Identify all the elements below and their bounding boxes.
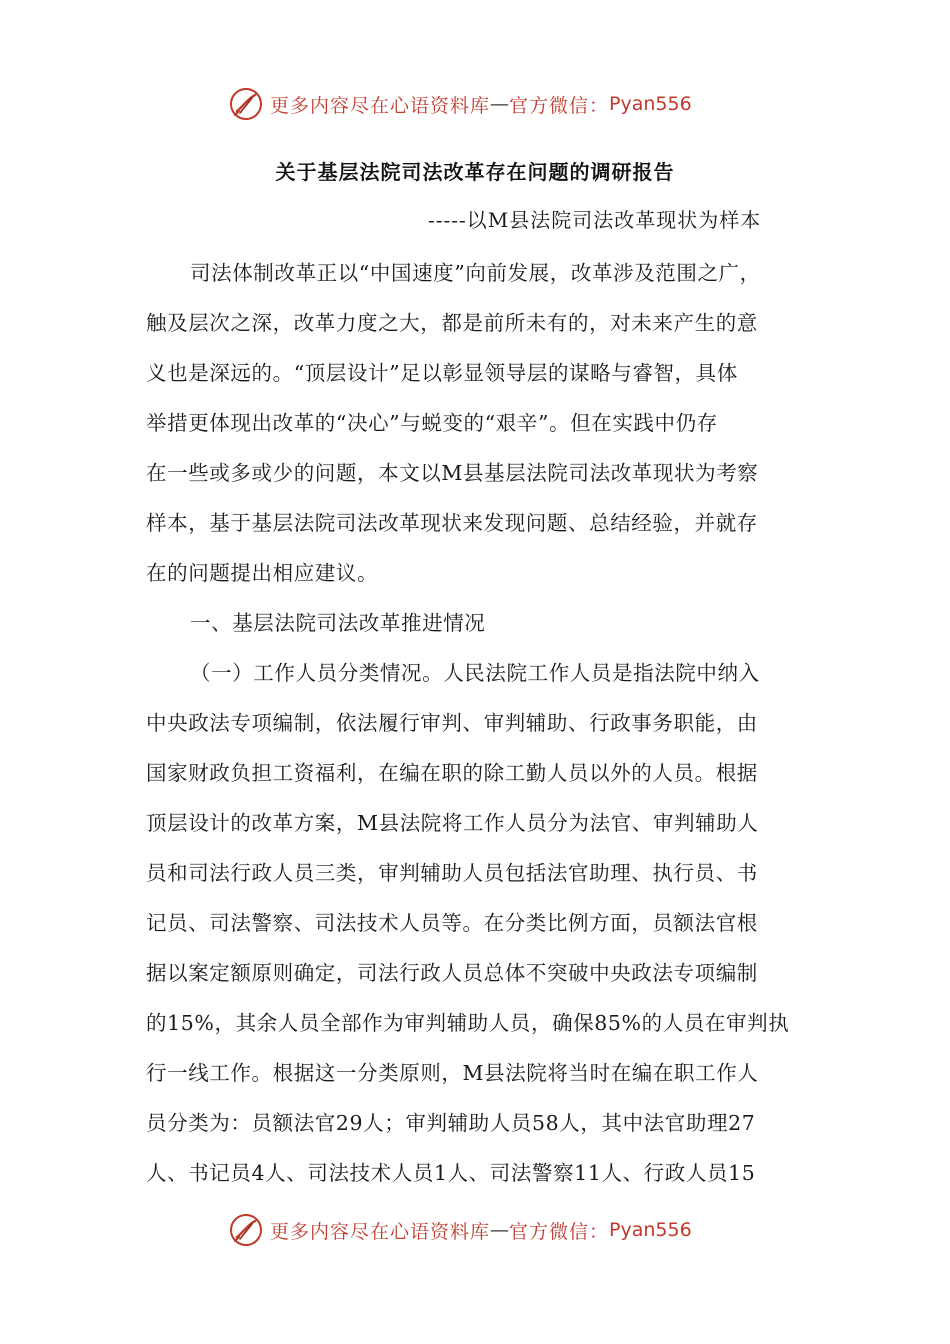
body-line: 员和司法行政人员三类，审判辅助人员包括法官助理、执行员、书 <box>146 861 758 885</box>
body-line: 在一些或多或少的问题，本文以M县基层法院司法改革现状为考察 <box>146 461 759 485</box>
body-line: 记员、司法警察、司法技术人员等。在分类比例方面，员额法官根 <box>146 911 758 935</box>
body-line: 举措更体现出改革的“决心”与蜕变的“艰辛”。但在实践中仍存 <box>146 411 718 435</box>
body-line: 行一线工作。根据这一分类原则，M县法院将当时在编在职工作人 <box>146 1061 759 1085</box>
watermark-wechat-label: 官方微信： <box>509 94 610 117</box>
watermark-text: 更多内容尽在心语资料库 <box>270 94 491 117</box>
document-subtitle: -----以M县法院司法改革现状为样本 <box>428 208 762 232</box>
watermark-dash: — <box>490 1219 510 1241</box>
watermark-header <box>228 84 692 124</box>
watermark-wechat-id: Pyan556 <box>609 1219 692 1241</box>
body-line: 国家财政负担工资福利，在编在职的除工勤人员以外的人员。根据 <box>146 761 758 785</box>
body-line: 顶层设计的改革方案，M县法院将工作人员分为法官、审判辅助人 <box>146 811 759 835</box>
watermark-dash: — <box>490 93 510 115</box>
pen-logo-icon <box>228 86 264 122</box>
body-line: 人、书记员4人、司法技术人员1人、司法警察11人、行政人员15 <box>146 1161 756 1185</box>
body-line: （一）工作人员分类情况。人民法院工作人员是指法院中纳入 <box>190 661 760 685</box>
body-line: 的15%，其余人员全部作为审判辅助人员，确保85%的人员在审判执 <box>146 1011 790 1035</box>
pen-logo-icon <box>228 1212 264 1248</box>
watermark-wechat-id: Pyan556 <box>609 93 692 115</box>
watermark-wechat-label: 官方微信： <box>509 1220 610 1243</box>
body-line: 义也是深远的。“顶层设计”足以彰显领导层的谋略与睿智，具体 <box>146 361 738 385</box>
document-title: 关于基层法院司法改革存在问题的调研报告 <box>275 160 675 184</box>
body-line: 触及层次之深，改革力度之大，都是前所未有的，对未来产生的意 <box>146 311 758 335</box>
body-line: 司法体制改革正以“中国速度”向前发展，改革涉及范围之广， <box>190 261 761 285</box>
body-line: 在的问题提出相应建议。 <box>146 561 379 585</box>
watermark-footer <box>228 1210 692 1250</box>
section-heading: 一、基层法院司法改革推进情况 <box>190 611 486 635</box>
body-line: 中央政法专项编制，依法履行审判、审判辅助、行政事务职能，由 <box>146 711 758 735</box>
body-line: 样本，基于基层法院司法改革现状来发现问题、总结经验，并就存 <box>146 511 758 535</box>
body-line: 据以案定额原则确定，司法行政人员总体不突破中央政法专项编制 <box>146 961 758 985</box>
watermark-text: 更多内容尽在心语资料库 <box>270 1220 491 1243</box>
body-line: 员分类为：员额法官29人；审判辅助人员58人，其中法官助理27 <box>146 1111 756 1135</box>
